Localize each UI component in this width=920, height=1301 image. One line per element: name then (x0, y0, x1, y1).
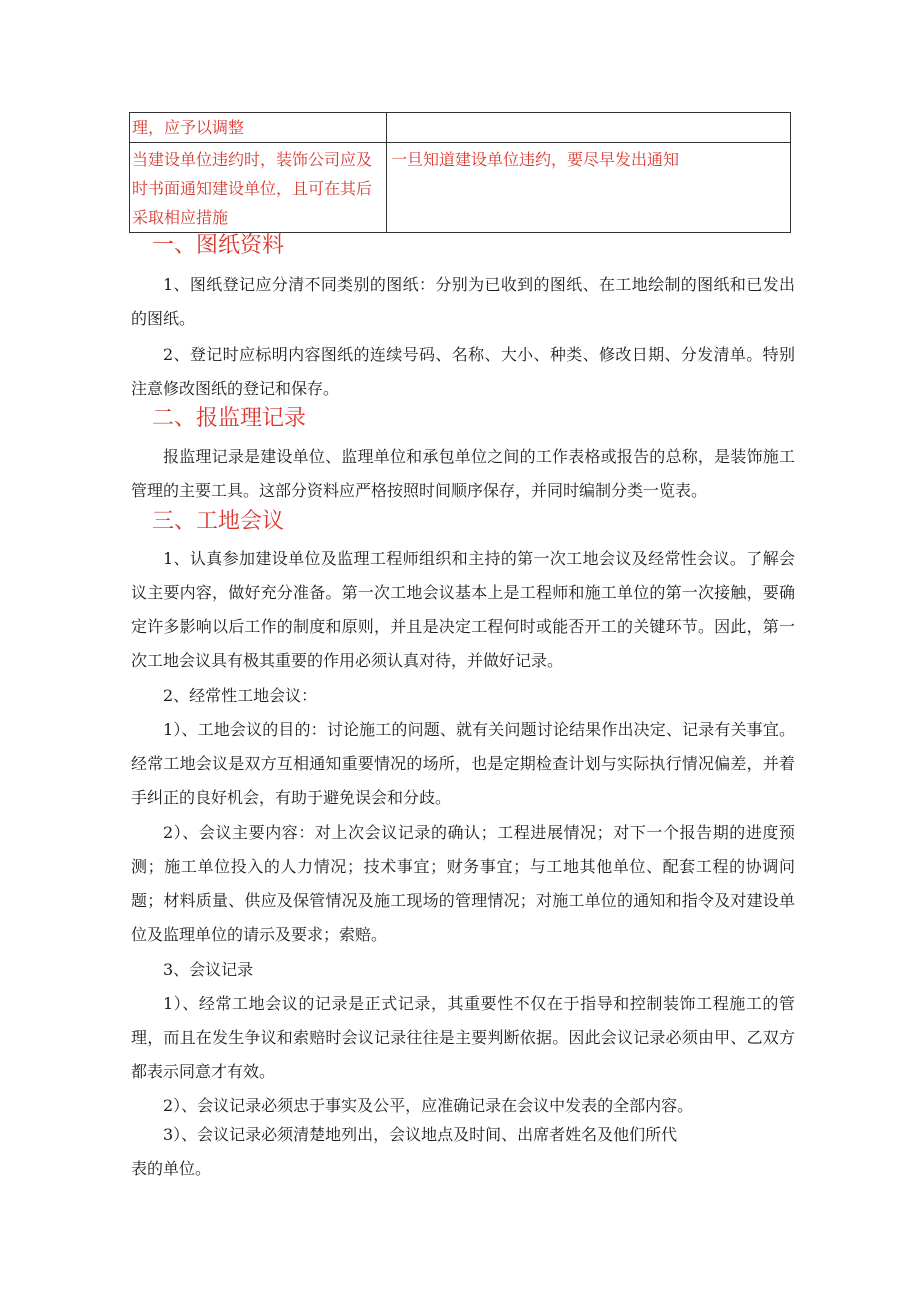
paragraph (131, 542, 795, 678)
table-cell-right: 一旦知道建设单位违约，要尽早发出通知 (387, 143, 791, 233)
table-row (130, 113, 791, 143)
paragraph-text: 报监理记录是建设单位、监理单位和承包单位之间的工作表格或报告的总称，是装饰施工管理的主要工具。这部分资料应严格按照时间顺序保存，并同时编制分类一览表。 (131, 447, 795, 500)
paragraph (131, 816, 795, 952)
paragraph-text: 3）、会议记录必须清楚地列出，会议地点及时间、出席者姓名及他们所代 (163, 1125, 678, 1144)
paragraph-text: 1、认真参加建设单位及监理工程师组织和主持的第一次工地会议及经常性会议。了解会议主要内容，做好充分准备。第一次工地会议基本上是工程师和施工单位的第一次接触，要确定许多影响以后工作的制度和原则，并且是决定工程何时或能否开工的关键环节。因此，第一次工地会议具有极其重要的作用必须认真对待，并做好记录。 (131, 549, 795, 670)
paragraph (131, 713, 795, 815)
paragraph-text: 表的单位。 (131, 1159, 212, 1178)
paragraph-text: 1）、经常工地会议的记录是正式记录，其重要性不仅在于指导和控制装饰工程施工的管理，而且在发生争议和索赔时会议记录往往是主要判断依据。因此会议记录必须由甲、乙双方都表示同意才有效。 (131, 994, 795, 1081)
paragraph (131, 338, 795, 406)
paragraph-text: 1）、工地会议的目的：讨论施工的问题、就有关问题讨论结果作出决定、记录有关事宜。经常工地会议是双方互相通知重要情况的场所，也是定期检查计划与实际执行情况偏差，并着手纠正的良好机会，有助于避免误会和分歧。 (131, 720, 795, 807)
paragraph-text: 3、会议记录 (163, 960, 254, 979)
paragraph (131, 440, 795, 508)
paragraph-text: 2）、会议记录必须忠于事实及公平，应准确记录在会议中发表的全部内容。 (163, 1096, 694, 1115)
table-cell-left: 当建设单位违约时，装饰公司应及时书面通知建设单位，且可在其后采取相应措施 (130, 143, 387, 233)
paragraph (163, 1118, 803, 1152)
paragraph (131, 268, 795, 336)
paragraph (131, 1152, 795, 1186)
paragraph (131, 953, 795, 987)
table-cell-left: 理，应予以调整 (130, 113, 387, 143)
section-heading-drawings: 一、图纸资料 (152, 233, 285, 258)
table-cell-right (387, 113, 791, 143)
responsibility-table (129, 112, 791, 233)
paragraph (131, 679, 795, 713)
section-heading-site-meetings: 三、工地会议 (152, 509, 285, 534)
paragraph-text: 2、登记时应标明内容图纸的连续号码、名称、大小、种类、修改日期、分发清单。特别注意修改图纸的登记和保存。 (131, 345, 795, 398)
section-heading-supervision-records: 二、报监理记录 (152, 406, 307, 431)
paragraph-text: 2）、会议主要内容：对上次会议记录的确认；工程进展情况；对下一个报告期的进度预测；施工单位投入的人力情况；技术事宜；财务事宜；与工地其他单位、配套工程的协调问题；材料质量、供应及保管情况及施工现场的管理情况；对施工单位的通知和指令及对建设单位及监理单位的请示及要求；索赔。 (131, 823, 795, 944)
paragraph-text: 2、经常性工地会议： (163, 686, 318, 705)
table-row (130, 143, 791, 233)
paragraph-text: 1、图纸登记应分清不同类别的图纸：分别为已收到的图纸、在工地绘制的图纸和已发出的图纸。 (131, 275, 795, 328)
paragraph (131, 987, 795, 1089)
